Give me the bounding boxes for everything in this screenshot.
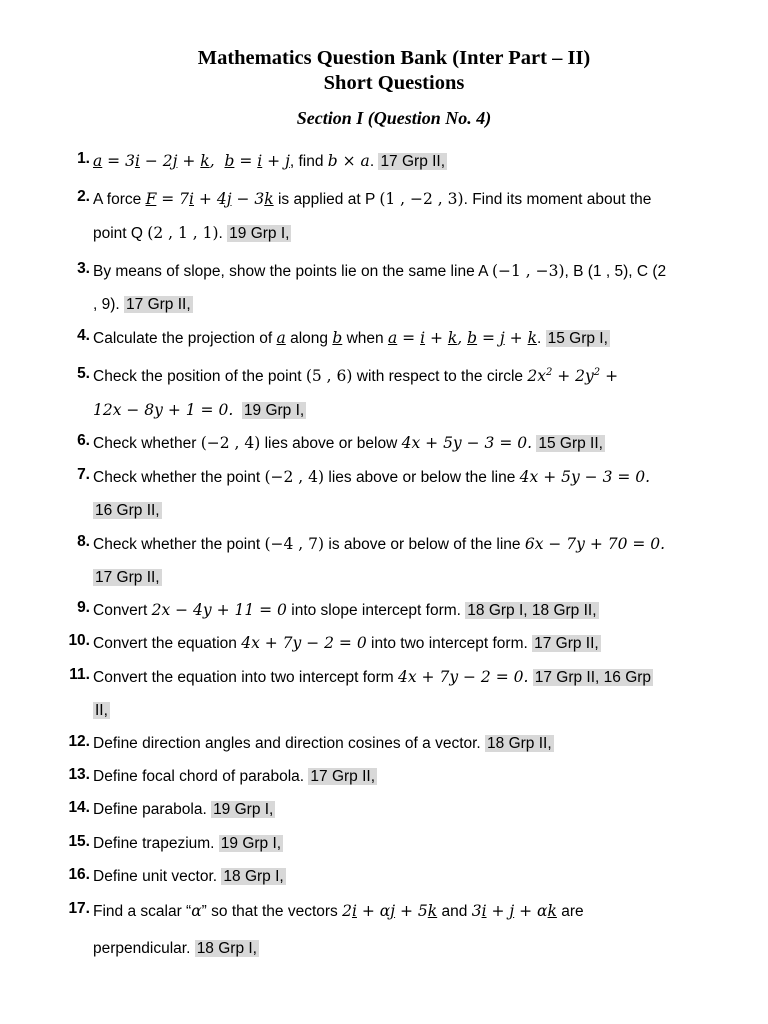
question-number: 12. <box>68 733 90 750</box>
exam-reference: II, <box>95 702 108 719</box>
exam-reference: 15 Grp I, <box>547 330 608 347</box>
question-text: Check whether the point (−4 , 7) is above or below of the line 6x − 7y + 70 = 0. 17 Grp II, <box>93 535 666 586</box>
question-text: Convert the equation into two intercept form 4x + 7y − 2 = 0. 17 Grp II, 16 Grp II, <box>93 668 652 719</box>
exam-reference: 17 Grp II, <box>95 569 160 586</box>
question-number: 15. <box>68 833 90 850</box>
question-number: 5. <box>77 365 90 382</box>
question-number: 2. <box>77 188 90 205</box>
question-text: Check whether (−2 , 4) lies above or below 4x + 5y − 3 = 0. 15 Grp II, <box>93 434 603 452</box>
exam-reference: 18 Grp I, <box>223 868 284 885</box>
exam-reference: 19 Grp I, <box>220 835 282 852</box>
exam-reference: 18 Grp I, 18 Grp II, <box>467 602 597 619</box>
document-header <box>0 46 768 129</box>
question-text: By means of slope, show the points lie on the same line A (−1 , −3), B (1 , 5), C (2 , 9). 17 Grp II, <box>93 262 667 313</box>
section-heading: Section I (Question No. 4) <box>296 108 492 128</box>
question-number: 6. <box>77 432 90 449</box>
question-number: 10. <box>68 632 90 649</box>
document-subtitle: Short Questions <box>323 72 465 94</box>
exam-reference: 17 Grp II, <box>310 768 376 785</box>
question-number: 17. <box>68 900 90 917</box>
question-number: 13. <box>68 766 90 783</box>
exam-reference: 17 Grp II, <box>534 635 599 652</box>
exam-reference: 19 Grp I, <box>213 801 274 818</box>
question-text: Check the position of the point (5 , 6) with respect to the circle $2x^2 + 2y^2$ + 12x − 8y + 1 = 0. 19 Grp I, <box>93 366 619 419</box>
exam-reference: 18 Grp I, <box>196 940 257 957</box>
question-number: 3. <box>77 260 90 277</box>
exam-reference: 19 Grp I, <box>243 402 305 419</box>
question-number: 9. <box>77 599 90 616</box>
question-number: 8. <box>77 533 90 550</box>
question-number: 7. <box>77 466 90 483</box>
question-number: 16. <box>68 866 90 883</box>
exam-reference: 18 Grp II, <box>487 735 552 752</box>
question-text: Define focal chord of parabola. 17 Grp II, <box>93 768 376 785</box>
question-text: Convert the equation 4x + 7y − 2 = 0 into two intercept form. 17 Grp II, <box>93 634 599 652</box>
exam-reference: 15 Grp II, <box>538 435 603 452</box>
question-text: a = 3i − 2j + k, b = i + j, find b × a. 17 Grp II, <box>93 152 446 170</box>
question-text: Check whether the point (−2 , 4) lies above or below the line 4x + 5y − 3 = 0. 16 Grp II, <box>93 468 651 519</box>
question-number: 4. <box>77 327 90 344</box>
question-number: 14. <box>68 799 90 816</box>
question-text: Define unit vector. 18 Grp I, <box>93 868 284 885</box>
exam-reference: 16 Grp II, <box>95 502 160 519</box>
question-text: A force F = 7i + 4j − 3k is applied at P (1 , −2 , 3). Find its moment about the point Q (2 , 1 , 1). 19 Grp I, <box>93 190 652 242</box>
question-number: 11. <box>69 666 90 683</box>
question-text: Calculate the projection of a along b when a = i + k, b = j + k. 15 Grp I, <box>93 329 608 347</box>
exam-reference: 17 Grp II, <box>126 296 191 313</box>
question-text: Define trapezium. 19 Grp I, <box>93 835 282 852</box>
document-title: Mathematics Question Bank (Inter Part – II) <box>197 47 591 69</box>
question-number: 1. <box>77 150 90 167</box>
question-text: Find a scalar “α” so that the vectors 2i + αj + 5k and 3i + j + αk are perpendicular. 18 Grp I, <box>93 902 584 957</box>
exam-reference: 17 Grp II, <box>380 153 446 170</box>
question-text: Define direction angles and direction cosines of a vector. 18 Grp II, <box>93 735 552 752</box>
question-text: Convert 2x − 4y + 11 = 0 into slope intercept form. 18 Grp I, 18 Grp II, <box>93 601 597 619</box>
question-text: Define parabola. 19 Grp I, <box>93 801 274 818</box>
exam-reference: 19 Grp I, <box>229 225 290 242</box>
exam-reference: 17 Grp II, 16 Grp <box>534 669 652 686</box>
